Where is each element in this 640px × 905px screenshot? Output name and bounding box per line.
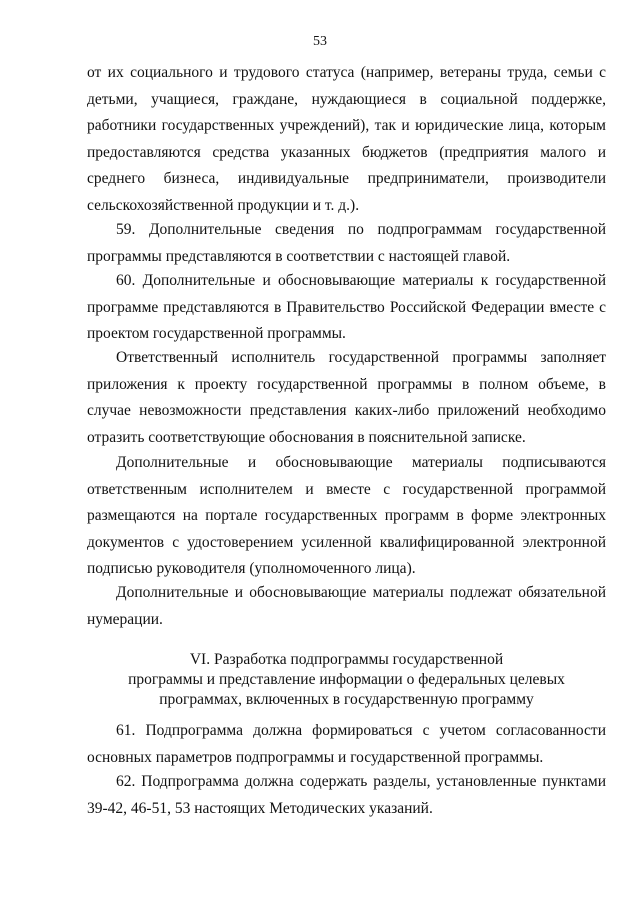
paragraph-60: 60. Дополнительные и обосновывающие материалы к государственной программе представляются в Правительство Российской Федерации вместе с проектом государственной программы. bbox=[87, 272, 606, 342]
section-heading-line: VI. Разработка подпрограммы государственной bbox=[189, 651, 504, 668]
paragraph-61: 61. Подпрограмма должна формироваться с учетом согласованности основных параметров подпрограммы и государственной программы. bbox=[87, 722, 606, 766]
paragraph-62: 62. Подпрограмма должна содержать разделы, установленные пунктами 39-42, 46-51, 53 настоящих Методических указаний. bbox=[87, 773, 606, 817]
paragraph-additional-materials: Дополнительные и обосновывающие материалы подписываются ответственным исполнителем и вместе с государственной программой размещаются на портале государственных программ в форме электронных документов с удостоверением усиленной квалифицированной электронной подписью руководителя (уполномоченного лица). bbox=[87, 454, 606, 577]
section-heading bbox=[87, 650, 606, 710]
paragraph-numbering: Дополнительные и обосновывающие материалы подлежат обязательной нумерации. bbox=[87, 584, 606, 628]
page-number: 53 bbox=[313, 34, 327, 49]
paragraph-responsible-executor: Ответственный исполнитель государственной программы заполняет приложения к проекту государственной программы в полном объеме, в случае невозможности представления каких-либо приложений необходимо отразить соответствующие обоснования в пояснительной записке. bbox=[87, 349, 606, 446]
section-heading-line: программы и представление информации о федеральных целевых bbox=[128, 671, 565, 688]
paragraph-continuation: от их социального и трудового статуса (например, ветераны труда, семьи с детьми, учащиеся, граждане, нуждающиеся в социальной поддержке, работники государственных учреждений), так и юридические лица, которым предоставляются средства указанных бюджетов (предприятия малого и среднего бизнеса, индивидуальные предприниматели, производители сельскохозяйственной продукции и т. д.). bbox=[87, 64, 606, 214]
section-heading-line: программах, включенных в государственную программу bbox=[159, 691, 534, 708]
paragraph-59: 59. Дополнительные сведения по подпрограммам государственной программы представляются в соответствии с настоящей главой. bbox=[87, 221, 606, 265]
